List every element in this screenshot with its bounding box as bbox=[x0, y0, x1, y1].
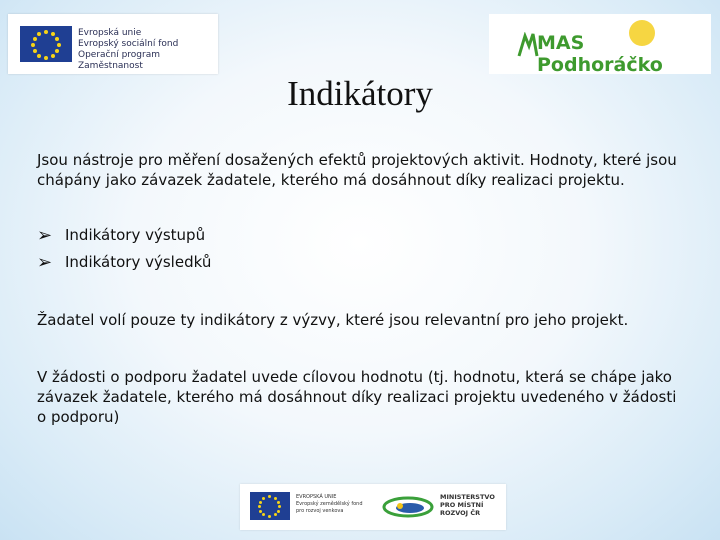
list-item-label: Indikátory výsledků bbox=[65, 253, 212, 271]
eu-logo-line-2: Evropský sociální fond bbox=[78, 39, 179, 49]
indicator-list bbox=[37, 222, 211, 276]
list-item bbox=[37, 222, 211, 249]
arrow-bullet-icon: ➢ bbox=[37, 225, 53, 246]
footer-eu-line-1: EVROPSKÁ UNIE bbox=[296, 494, 337, 500]
eu-esf-logo bbox=[8, 14, 218, 74]
list-item-label: Indikátory výstupů bbox=[65, 226, 206, 244]
ministry-line-3: ROZVOJ ČR bbox=[440, 509, 481, 517]
arrow-bullet-icon: ➢ bbox=[37, 252, 53, 273]
mas-logo-text: MAS Podhoráčko bbox=[537, 32, 663, 76]
ministry-line-1: MINISTERSTVO bbox=[440, 493, 495, 501]
ministry-swirl-icon bbox=[380, 494, 436, 520]
mas-podhoracko-logo bbox=[489, 14, 711, 74]
slide-title: Indikátory bbox=[287, 74, 433, 113]
applicant-paragraph: Žadatel volí pouze ty indikátory z výzvy, které jsou relevantní pro jeho projekt. bbox=[37, 311, 629, 329]
eu-flag-icon bbox=[250, 492, 290, 520]
list-item bbox=[37, 249, 211, 276]
application-paragraph: V žádosti o podporu žadatel uvede cílovou hodnotu (tj. hodnotu, která se chápe jako závazek žadatele, kterého má dosáhnout díky realizaci projektu uvedeného v žádosti o podporu) bbox=[37, 368, 677, 426]
footer-eu-line-2: Evropský zemědělský fond bbox=[296, 501, 363, 507]
eu-logo-line-1: Evropská unie bbox=[78, 28, 142, 38]
footer-eu-line-3: pro rozvoj venkova bbox=[296, 508, 344, 514]
mas-sign-icon bbox=[517, 32, 539, 58]
ministry-text bbox=[440, 493, 495, 517]
footer-eu-text bbox=[296, 494, 363, 515]
eu-logo-line-3: Operační program Zaměstnanost bbox=[78, 50, 160, 71]
eu-flag-icon bbox=[20, 26, 72, 62]
eu-logo-text bbox=[78, 28, 218, 72]
footer-logos bbox=[240, 484, 506, 530]
intro-paragraph: Jsou nástroje pro měření dosažených efektů projektových aktivit. Hodnoty, které jsou chápány jako závazek žadatele, kterého má dosáhnout díky realizaci projektu. bbox=[37, 151, 677, 189]
ministry-line-2: PRO MÍSTNÍ bbox=[440, 501, 484, 509]
